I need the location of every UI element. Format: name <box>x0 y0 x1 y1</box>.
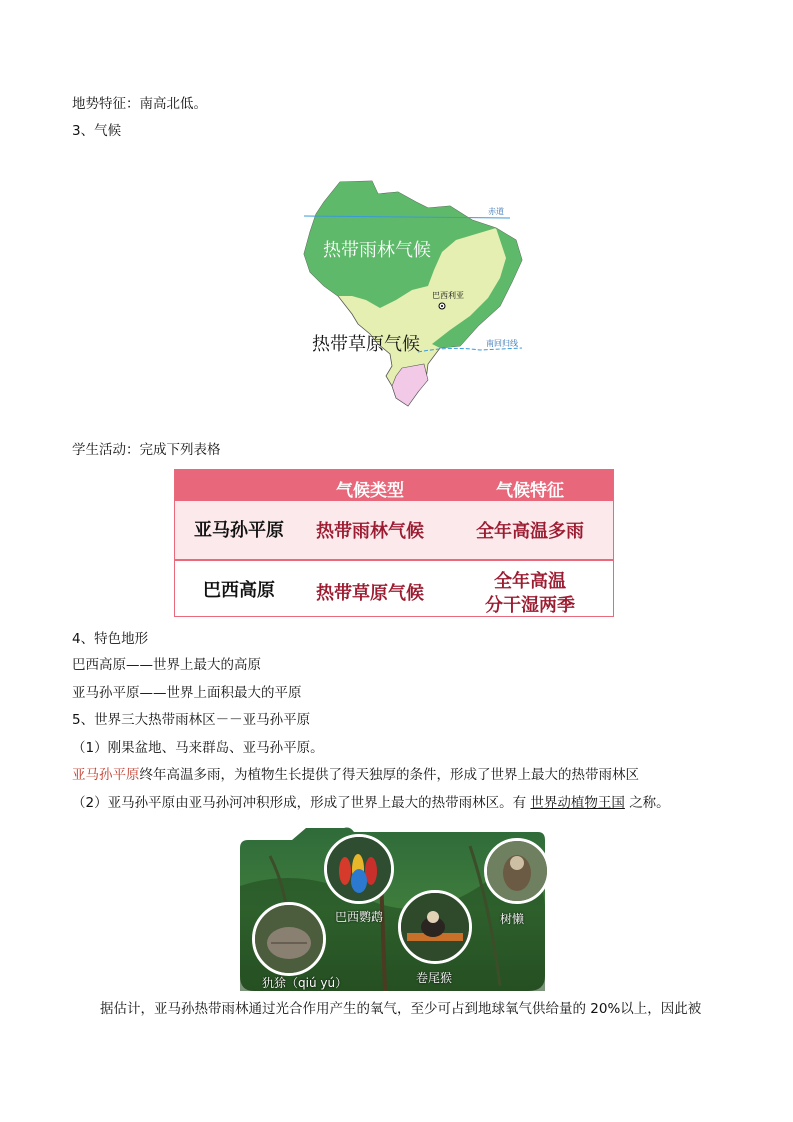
row-feature-2: 分干湿两季 <box>485 595 575 616</box>
terrain-text: 地势特征：南高北低。 <box>72 96 207 112</box>
sloth-photo <box>484 838 550 904</box>
row-feature: 全年高温多雨 <box>476 521 584 542</box>
row-region: 亚马孙平原 <box>194 520 284 541</box>
monkey-photo <box>398 890 472 964</box>
armadillo-photo <box>252 902 326 976</box>
item-1: （1）刚果盆地、马来群岛、亚马孙平原。 <box>72 740 324 756</box>
row-type: 热带草原气候 <box>316 583 424 604</box>
row-feature: 全年高温 <box>494 571 566 592</box>
parrot-label: 巴西鹦鹉 <box>335 910 384 924</box>
header-type: 气候类型 <box>336 481 404 501</box>
capital-label: 巴西利亚 <box>432 291 464 300</box>
rainforest-heading: 5、世界三大热带雨林区－－亚马孙平原 <box>72 712 311 728</box>
parrot-photo <box>324 834 394 904</box>
row-region: 巴西高原 <box>203 580 275 601</box>
item-red-line <box>72 766 639 784</box>
sloth-label: 树懒 <box>500 912 525 926</box>
equator-label: 赤道 <box>488 207 504 216</box>
climate-heading: 3、气候 <box>72 123 122 139</box>
item-2-underlined: 世界动植物王国 <box>530 795 625 811</box>
item-2-post: 之称。 <box>629 795 670 811</box>
armadillo-label: 犰狳（qiú yú） <box>262 976 348 990</box>
rainforest-label: 热带雨林气候 <box>323 240 431 261</box>
landform-2: 亚马孙平原——世界上面积最大的平原 <box>72 685 302 701</box>
rainforest-animals-image <box>240 826 545 991</box>
item-red-highlight: 亚马孙平原 <box>72 767 140 783</box>
activity-text: 学生活动：完成下列表格 <box>72 442 221 458</box>
item-red-rest: 终年高温多雨，为植物生长提供了得天独厚的条件，形成了世界上最大的热带雨林区 <box>139 767 639 783</box>
item-2 <box>72 794 670 812</box>
monkey-label: 卷尾猴 <box>416 971 453 985</box>
brazil-climate-map <box>300 178 530 410</box>
item-2-pre: （2）亚马孙平原由亚马孙河冲积形成，形成了世界上最大的热带雨林区。有 <box>72 795 527 811</box>
climate-table <box>174 469 614 617</box>
tropic-label: 南回归线 <box>486 339 518 348</box>
savanna-label: 热带草原气候 <box>312 334 420 355</box>
landform-heading: 4、特色地形 <box>72 631 149 647</box>
header-feature: 气候特征 <box>496 481 564 501</box>
row-type: 热带雨林气候 <box>316 521 424 542</box>
landform-1: 巴西高原——世界上最大的高原 <box>72 657 261 673</box>
last-paragraph: 据估计，亚马孙热带雨林通过光合作用产生的氧气，至少可占到地球氧气供给量的 20%以上，因此被 <box>100 1001 702 1017</box>
